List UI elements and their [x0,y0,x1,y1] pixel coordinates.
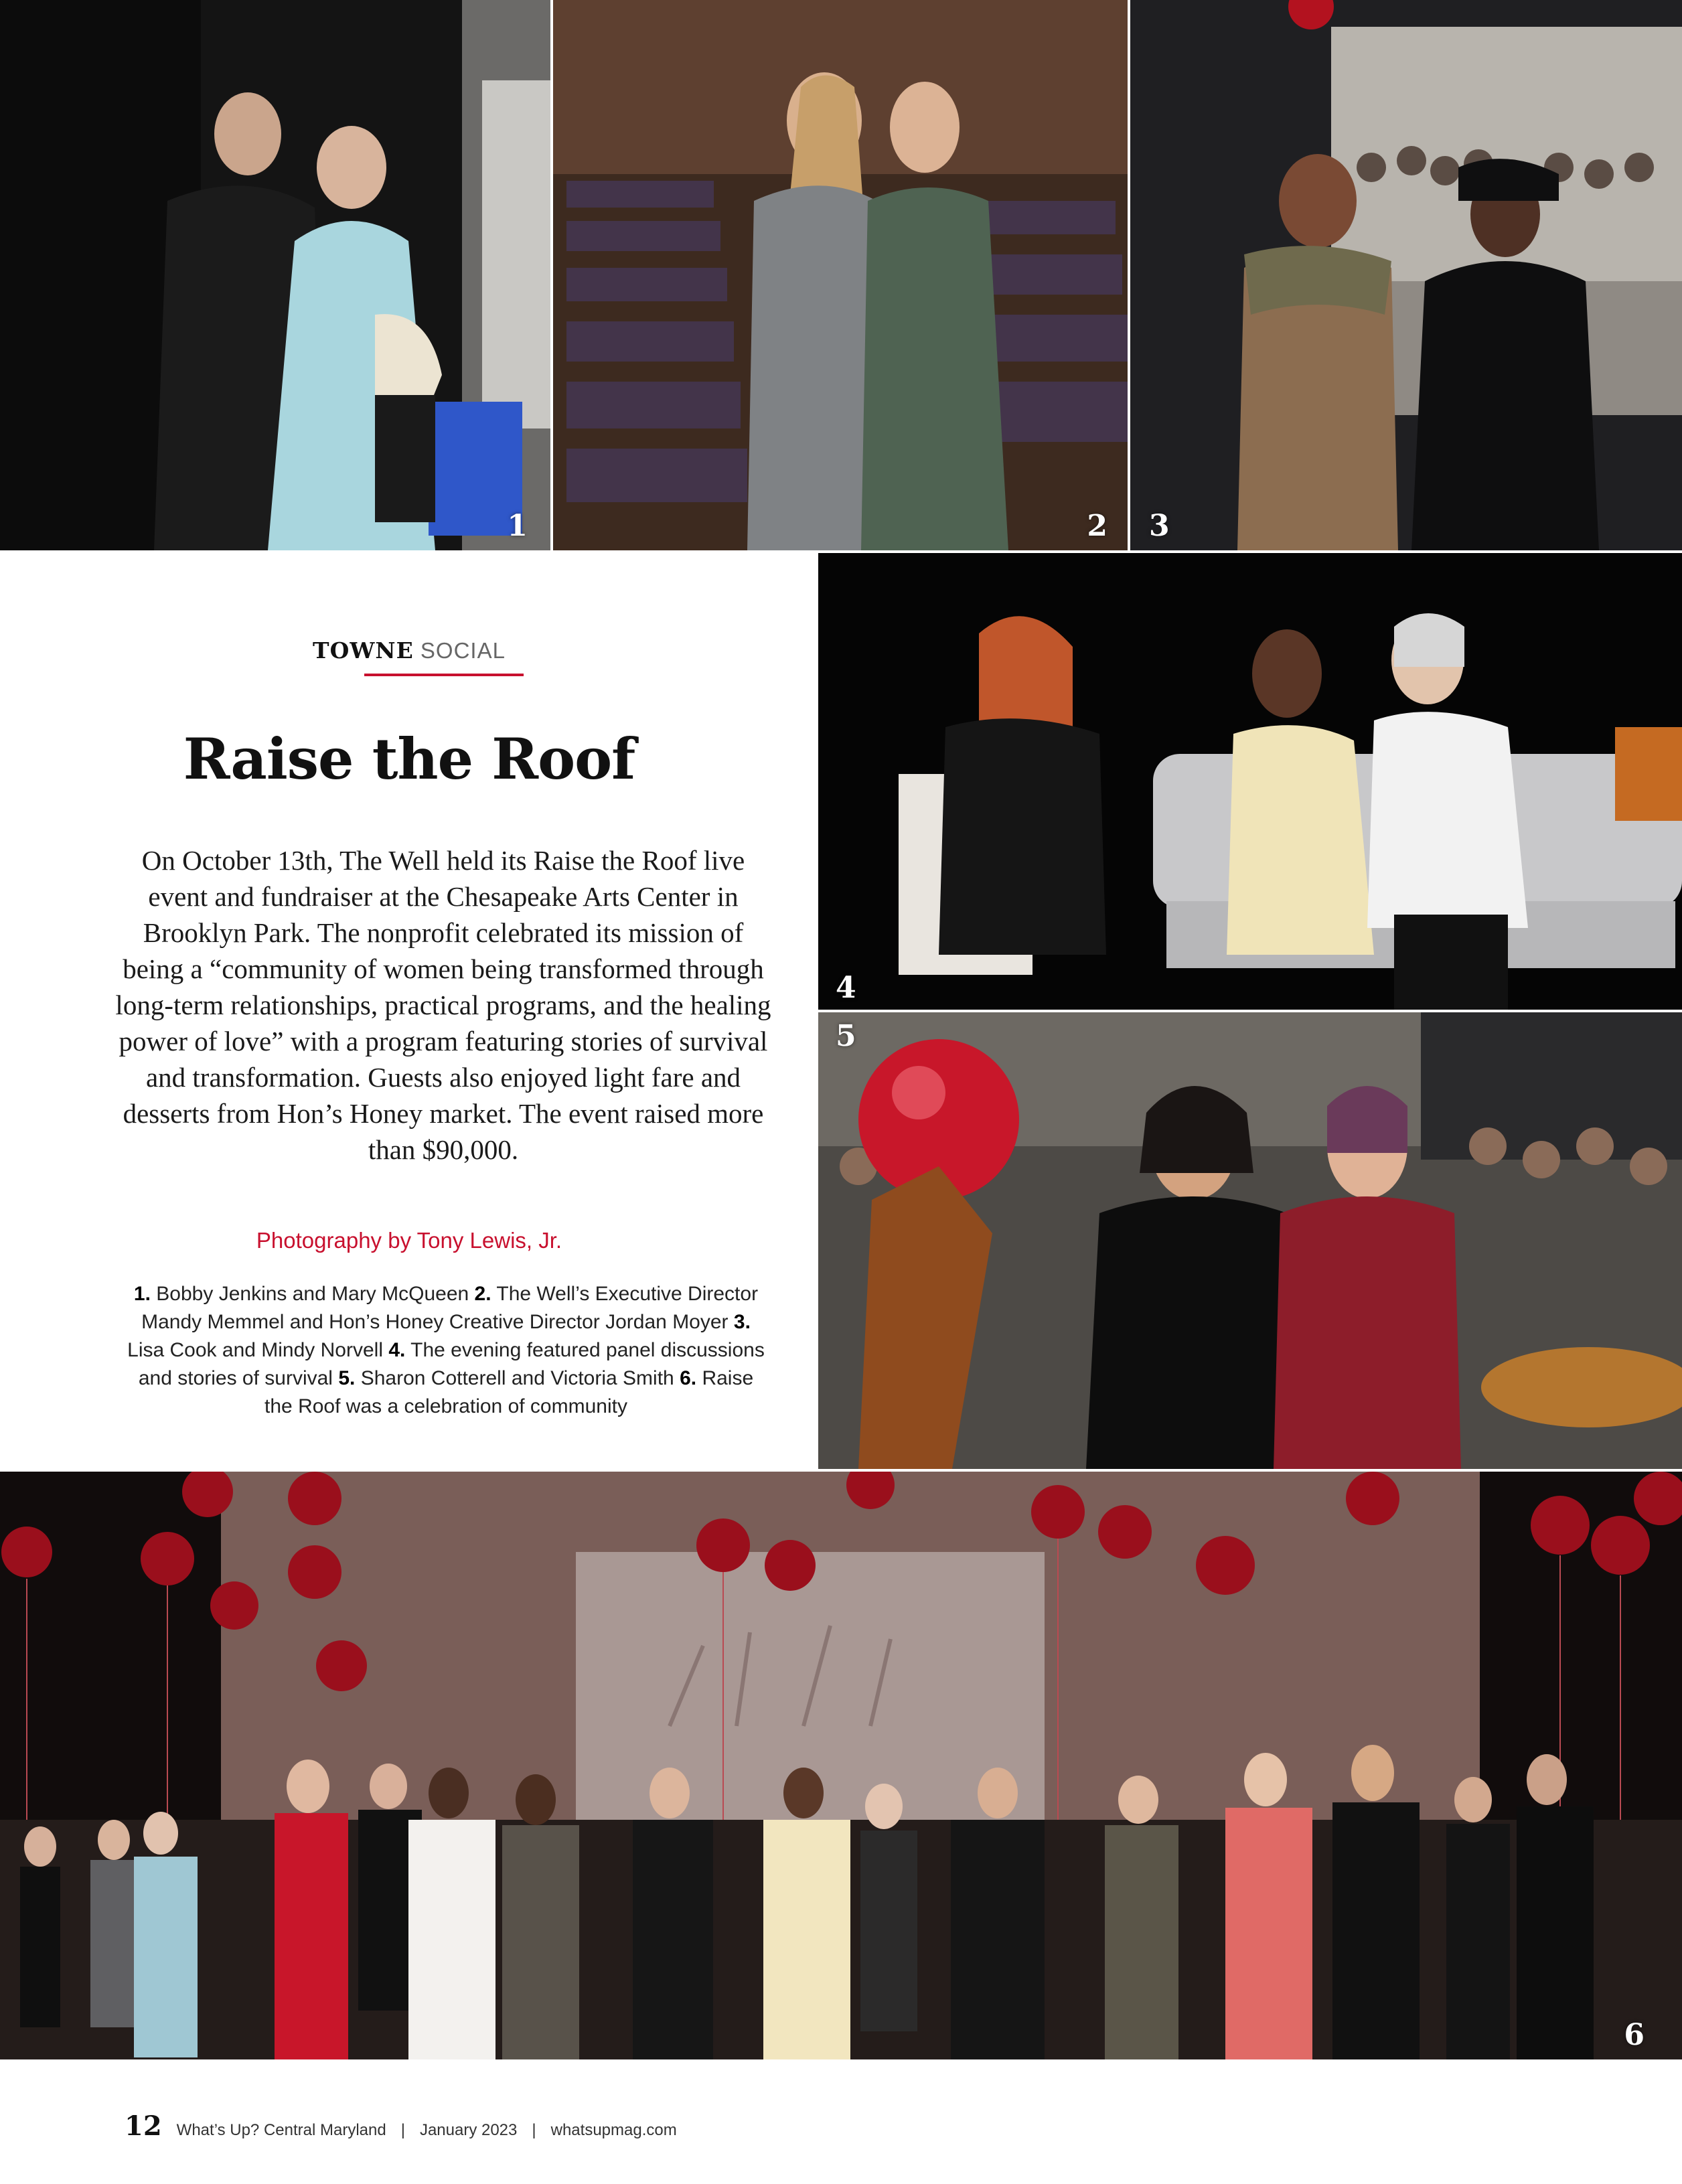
issue-date: January 2023 [419,2121,518,2139]
photo-3-image [1130,0,1682,550]
photo-6-image [0,1472,1682,2059]
caption-3-text: Lisa Cook and Mindy Norvell [127,1339,383,1361]
photo-2-number: 2 [1087,509,1107,543]
photo-5 [818,1012,1682,1469]
photo-captions [125,1280,767,1421]
publication-name: What’s Up? Central Maryland [176,2121,386,2139]
caption-1-text: Bobby Jenkins and Mary McQueen [156,1283,469,1305]
kicker-underline [364,674,524,676]
photo-2-image [553,0,1128,550]
website-link[interactable]: whatsupmag.com [550,2121,677,2139]
caption-3-number: 3. [733,1311,751,1333]
caption-2-number: 2. [474,1283,491,1305]
kicker-light: SOCIAL [420,638,506,663]
page-number: 12 [125,2110,162,2142]
caption-4-number: 4. [388,1339,406,1361]
photo-5-image [818,1012,1682,1469]
photo-3-number: 3 [1149,509,1170,543]
photo-4 [818,553,1682,1010]
caption-2-text: The Well’s Executive Director Mandy Memmel and Hon’s Honey Creative Director Jordan Moyer [141,1283,759,1333]
photo-1-image [0,0,550,550]
caption-4-text: The evening featured panel discussions and stories of survival [138,1339,765,1389]
photo-5-number: 5 [836,1019,856,1053]
kicker-bold: TOWNE [313,637,414,664]
caption-6-number: 6. [680,1367,697,1389]
headline: Raise the Roof [183,726,635,792]
caption-5-number: 5. [338,1367,356,1389]
page-footer [125,2110,677,2142]
article-block [0,550,818,1472]
photo-4-number: 4 [836,971,856,1005]
article-body: On October 13th, The Well held its Raise the Roof live event and fundraiser at the Chesapeake Arts Center in Brooklyn Park. The nonprofit celebrated its mission of being a “community of women being transformed through long-term relationships, practical programs, and the healing power of love” with a program featuring stories of survival and transformation. Guests also enjoyed light fare and desserts from Hon’s Honey market. The event raised more than $90,000. [115,845,771,1165]
footer-separator-1: | [400,2121,405,2139]
caption-5-text: Sharon Cotterell and Victoria Smith [360,1367,674,1389]
photo-6-number: 6 [1624,2018,1645,2052]
caption-6-text: Raise the Roof was a celebration of community [264,1367,754,1417]
section-kicker [0,637,818,664]
photo-1 [0,0,550,550]
caption-1-number: 1. [133,1283,151,1305]
photo-2 [553,0,1128,550]
photo-4-image [818,553,1682,1010]
photo-1-number: 1 [507,509,528,543]
photo-credit: Photography by Tony Lewis, Jr. [256,1228,562,1253]
photo-3 [1130,0,1682,550]
photo-6 [0,1472,1682,2059]
footer-separator-2: | [532,2121,536,2139]
